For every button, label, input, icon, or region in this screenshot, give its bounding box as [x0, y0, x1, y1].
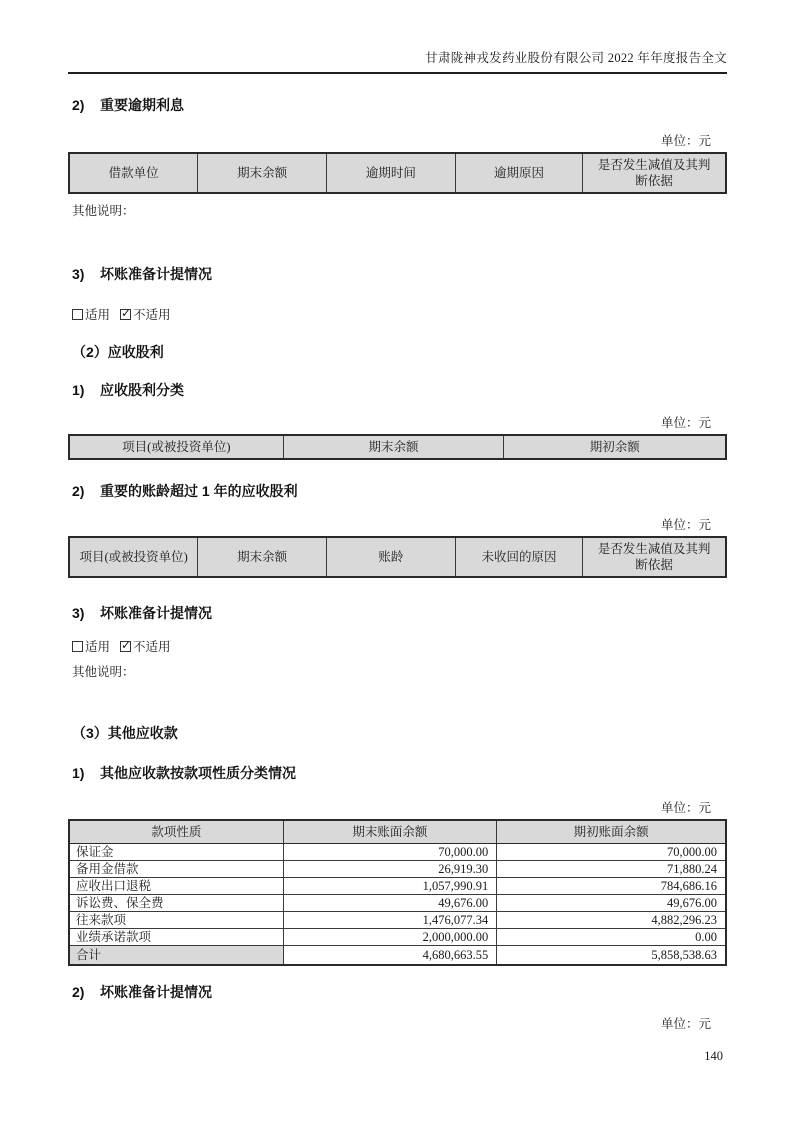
table-header-row [69, 153, 726, 193]
section-number: 2) [72, 983, 85, 1000]
cell-value: 2,000,000.00 [283, 929, 497, 946]
section-title: 应收股利 [107, 344, 164, 360]
not-applicable-label: 不适用 [133, 640, 171, 654]
cell-value: 49,676.00 [497, 895, 726, 912]
section-number: 3) [72, 605, 85, 621]
section-heading-dividends-classification [68, 381, 727, 399]
column-header: 未收回的原因 [455, 537, 582, 577]
row-label: 合计 [69, 946, 283, 965]
unit-label: 单位：元 [660, 801, 711, 815]
section-title: 应收股利分类 [100, 382, 184, 398]
column-header: 期末账面余额 [283, 820, 497, 844]
table-dividends-classification [68, 434, 727, 460]
section-heading-bad-debt-provision-1 [68, 265, 727, 283]
section-number: 2) [72, 97, 85, 113]
not-applicable-label: 不适用 [133, 308, 171, 322]
cell-value: 5,858,538.63 [497, 946, 726, 965]
column-header: 账龄 [327, 537, 456, 577]
column-header: 是否发生减值及其判断依据 [583, 153, 726, 193]
cell-value: 49,676.00 [283, 895, 497, 912]
table-row [69, 844, 726, 861]
row-label: 备用金借款 [69, 861, 283, 878]
section-title: 重要逾期利息 [100, 97, 184, 113]
checkbox-applicable-unchecked [72, 641, 83, 652]
cell-value: 784,686.16 [497, 878, 726, 895]
section-heading-dividends-over-1-year [68, 482, 727, 500]
column-header: 借款单位 [69, 153, 198, 193]
table-header-row [69, 537, 726, 577]
column-header: 期初余额 [504, 435, 726, 459]
unit-label: 单位：元 [660, 134, 711, 148]
section-title: 重要的账龄超过 1 年的应收股利 [100, 483, 298, 499]
section-heading-dividends-receivable [68, 343, 727, 361]
document-header: 甘肃陇神戎发药业股份有限公司 2022 年年度报告全文 [425, 51, 727, 65]
row-label: 业绩承诺款项 [69, 929, 283, 946]
header-rule [68, 72, 727, 74]
table-row [69, 895, 726, 912]
section-title: 坏账准备计提情况 [100, 605, 212, 621]
section-number: （2） [72, 344, 108, 360]
table-row [69, 929, 726, 946]
unit-label: 单位：元 [660, 518, 711, 532]
column-header: 项目(或被投资单位) [69, 537, 198, 577]
section-number: 2) [72, 483, 85, 499]
section-number: 1) [72, 765, 85, 781]
section-number: （3） [72, 725, 108, 741]
checkbox-not-applicable-checked [120, 309, 131, 320]
applicability-line-2 [68, 639, 727, 655]
section-number: 1) [72, 382, 85, 398]
section-title: 坏账准备计提情况 [100, 266, 212, 282]
applicability-line-1 [68, 307, 727, 323]
cell-value: 71,880.24 [497, 861, 726, 878]
cell-value: 70,000.00 [497, 844, 726, 861]
column-header: 项目(或被投资单位) [69, 435, 283, 459]
section-heading-other-receivables [68, 724, 727, 742]
section-title: 坏账准备计提情况 [100, 983, 212, 1000]
table-row [69, 878, 726, 895]
cell-value: 4,680,663.55 [283, 946, 497, 965]
section-number: 3) [72, 266, 85, 282]
column-header: 款项性质 [69, 820, 283, 844]
column-header: 期初账面余额 [497, 820, 726, 844]
unit-label: 单位：元 [660, 1016, 711, 1031]
page-number: 140 [704, 1048, 723, 1063]
section-heading-bad-debt-provision-3 [68, 983, 727, 1001]
row-label: 保证金 [69, 844, 283, 861]
applicable-label: 适用 [85, 640, 111, 654]
unit-label: 单位：元 [660, 416, 711, 430]
column-header: 期末余额 [283, 435, 504, 459]
table-header-row [69, 435, 726, 459]
cell-value: 1,476,077.34 [283, 912, 497, 929]
column-header: 逾期时间 [327, 153, 456, 193]
column-header: 期末余额 [198, 153, 327, 193]
column-header: 逾期原因 [455, 153, 582, 193]
cell-value: 70,000.00 [283, 844, 497, 861]
cell-value: 4,882,296.23 [497, 912, 726, 929]
table-header-row [69, 820, 726, 844]
other-notes-label: 其他说明： [72, 204, 135, 218]
table-row [69, 912, 726, 929]
column-header: 期末余额 [198, 537, 327, 577]
section-title: 其他应收款按款项性质分类情况 [100, 765, 296, 781]
section-heading-other-receivables-by-nature [68, 764, 727, 782]
table-dividends-over-1-year [68, 536, 727, 578]
checkbox-applicable-unchecked [72, 309, 83, 320]
row-label: 往来款项 [69, 912, 283, 929]
table-other-receivables-by-nature [68, 819, 727, 966]
checkbox-not-applicable-checked [120, 641, 131, 652]
row-label: 诉讼费、保全费 [69, 895, 283, 912]
section-heading-bad-debt-provision-2 [68, 604, 727, 622]
section-title: 其他应收款 [107, 725, 178, 741]
other-notes-label: 其他说明： [72, 665, 135, 679]
total-row [69, 946, 726, 965]
section-heading-overdue-interest [68, 96, 727, 114]
table-overdue-interest [68, 152, 727, 194]
cell-value: 26,919.30 [283, 861, 497, 878]
table-row [69, 861, 726, 878]
cell-value: 0.00 [497, 929, 726, 946]
row-label: 应收出口退税 [69, 878, 283, 895]
column-header: 是否发生减值及其判断依据 [583, 537, 726, 577]
applicable-label: 适用 [85, 308, 111, 322]
cell-value: 1,057,990.91 [283, 878, 497, 895]
